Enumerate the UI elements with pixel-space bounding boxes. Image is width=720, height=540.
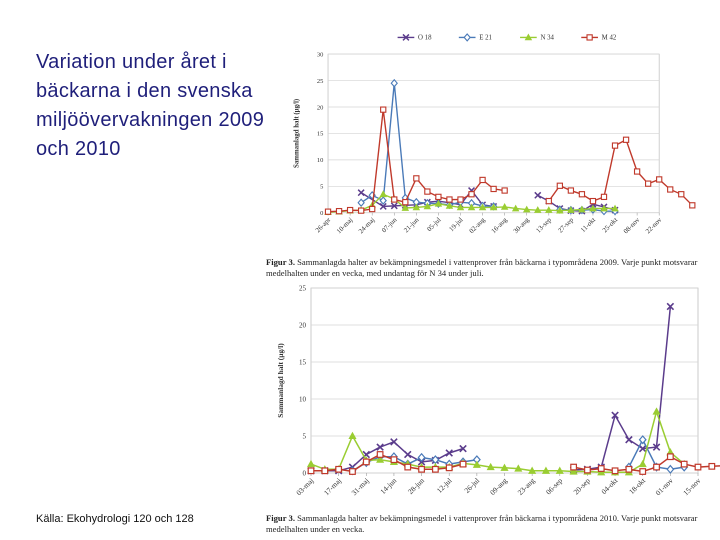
x-tick-label: 20-sep	[571, 476, 592, 497]
caption-text: Sammanlagda halter av bekämpningsmedel i vattenprover från bäckarna i typområdena 2009. Varje punkt motsvarar medelhalten under en vecka, med undantag för N 34 under juli.	[266, 257, 698, 278]
x-tick-label: 12-jul	[434, 476, 454, 495]
data-point	[612, 468, 618, 474]
data-point	[695, 464, 701, 470]
x-tick-label: 16-aug	[490, 216, 509, 235]
x-tick-label: 24-maj	[357, 216, 377, 235]
data-point	[308, 468, 314, 474]
data-point	[414, 176, 419, 181]
slide-title: Variation under året i bäckarna i den svenska miljöövervakningen 2009 och 2010	[36, 51, 265, 160]
x-tick-label: 22-nov	[644, 216, 664, 235]
x-tick-label: 23-aug	[515, 476, 537, 497]
x-tick-label: 26-apr	[314, 216, 333, 235]
data-point	[546, 199, 551, 204]
data-point	[679, 192, 684, 197]
data-point	[436, 194, 441, 199]
x-tick-label: 04-okt	[599, 476, 620, 497]
legend-label: N 34	[540, 34, 554, 42]
data-point	[325, 209, 330, 214]
x-tick-label: 25-okt	[601, 216, 620, 235]
data-point	[391, 457, 397, 463]
y-tick-label: 20	[316, 104, 324, 112]
data-point	[348, 207, 353, 212]
x-tick-label: 09-aug	[488, 476, 509, 497]
x-tick-label: 08-nov	[622, 216, 642, 235]
x-tick-label: 10-maj	[335, 216, 355, 235]
x-tick-label: 21-jun	[402, 216, 421, 235]
chart-2010	[270, 280, 720, 510]
legend-label: M 42	[601, 34, 617, 42]
data-point	[363, 459, 369, 465]
y-axis-label: Sammanlagd halt (µg/l)	[293, 98, 301, 168]
data-point	[654, 464, 660, 470]
chart-2009	[270, 30, 720, 235]
caption-text: Sammanlagda halter av bekämpningsmedel i vattenprover från bäckarna i typområdena 2010. Varje punkt motsvarar medelhalten under en vecka.	[266, 513, 698, 534]
data-point	[612, 143, 617, 148]
data-point	[370, 206, 375, 211]
y-axis-label: Sammanlagd halt (µg/l)	[276, 343, 285, 418]
data-point	[322, 468, 328, 474]
data-point	[585, 467, 591, 473]
data-point	[626, 467, 632, 473]
data-point	[446, 465, 452, 471]
y-tick-label: 0	[320, 210, 324, 218]
x-tick-label: 05-jul	[426, 216, 443, 234]
data-point	[336, 209, 341, 214]
data-point	[350, 469, 356, 475]
data-point	[681, 461, 687, 467]
legend-label: O 18	[418, 34, 432, 42]
data-point	[464, 34, 470, 41]
x-tick-label: 27-sep	[557, 216, 576, 235]
figure-caption-2009	[266, 257, 706, 278]
legend-label: E 21	[479, 34, 492, 42]
data-point	[425, 189, 430, 194]
data-point	[657, 177, 662, 182]
data-point	[598, 466, 604, 472]
data-point	[458, 197, 463, 202]
legend	[398, 34, 617, 42]
x-tick-label: 03-maj	[294, 476, 316, 498]
data-point	[469, 192, 474, 197]
y-tick-label: 25	[316, 77, 324, 85]
x-tick-label: 18-okt	[627, 476, 648, 497]
data-point	[405, 464, 411, 470]
data-point	[502, 188, 507, 193]
y-tick-label: 10	[316, 157, 324, 165]
data-point	[491, 186, 496, 191]
y-tick-label: 15	[299, 358, 306, 367]
data-point	[690, 203, 695, 208]
y-tick-label: 5	[302, 432, 306, 441]
data-point	[419, 467, 425, 473]
data-point	[646, 181, 651, 186]
data-point	[336, 467, 342, 473]
caption-prefix: Figur 3.	[266, 257, 295, 267]
data-point	[590, 199, 595, 204]
data-point	[623, 137, 628, 142]
x-tick-label: 02-aug	[468, 216, 487, 235]
x-tick-label: 17-maj	[321, 476, 344, 498]
data-point	[392, 197, 397, 202]
data-point	[377, 452, 383, 458]
data-point	[568, 188, 573, 193]
data-point	[571, 464, 577, 470]
x-tick-label: 30-aug	[512, 216, 531, 235]
data-point	[640, 469, 646, 475]
caption-prefix: Figur 3.	[266, 513, 295, 523]
data-point	[601, 194, 606, 199]
x-tick-label: 15-nov	[681, 476, 703, 498]
y-tick-label: 0	[302, 469, 306, 478]
x-tick-label: 13-sep	[535, 216, 553, 235]
x-tick-label: 14-jun	[378, 476, 399, 497]
data-point	[359, 208, 364, 213]
data-point	[433, 467, 439, 473]
x-tick-label: 31-maj	[349, 476, 371, 498]
data-point	[447, 197, 452, 202]
source-note: Källa: Ekohydrologi 120 och 128	[36, 513, 194, 525]
x-tick-label: 26-jul	[462, 476, 482, 495]
y-tick-label: 5	[320, 183, 324, 191]
data-point	[579, 192, 584, 197]
data-point	[668, 454, 674, 460]
data-point	[709, 464, 715, 470]
data-point	[460, 461, 466, 467]
x-tick-label: 19-jul	[448, 216, 465, 234]
y-tick-label: 10	[299, 395, 306, 404]
y-tick-label: 25	[299, 284, 306, 293]
data-point	[557, 183, 562, 188]
data-point	[635, 169, 640, 174]
figure-caption-2010	[266, 513, 706, 534]
y-tick-label: 20	[299, 321, 306, 330]
y-tick-label: 15	[316, 130, 324, 138]
x-tick-label: 11-okt	[579, 216, 598, 235]
data-point	[587, 35, 592, 40]
x-tick-label: 01-nov	[653, 476, 675, 498]
x-tick-label: 07-jun	[380, 216, 399, 235]
y-tick-label: 30	[316, 51, 324, 59]
data-point	[480, 177, 485, 182]
x-tick-label: 06-sep	[543, 476, 565, 497]
data-point	[381, 107, 386, 112]
data-point	[668, 187, 673, 192]
data-point	[403, 200, 408, 205]
x-tick-label: 28-jun	[405, 476, 426, 497]
